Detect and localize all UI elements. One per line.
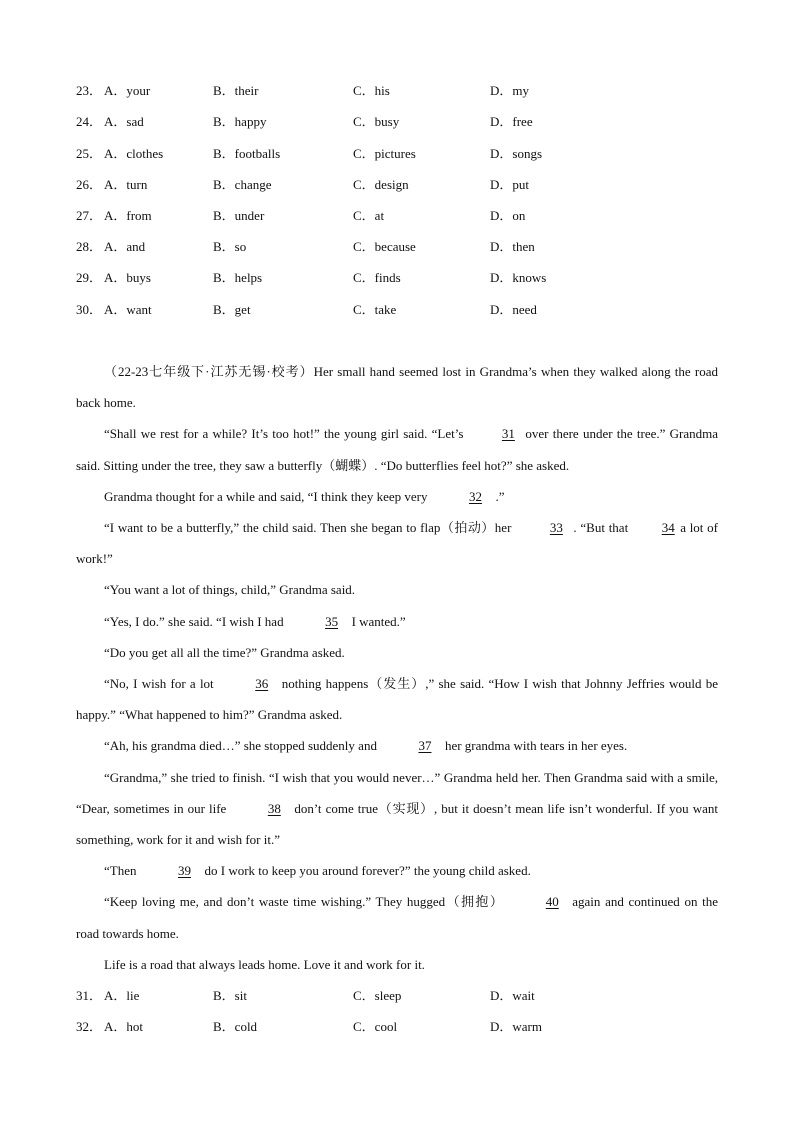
option-c: C．pictures bbox=[353, 146, 416, 161]
option-a: A．want bbox=[104, 302, 152, 317]
source-tag: （22-23七年级下·江苏无锡·校考） bbox=[104, 364, 314, 379]
option-c: C．because bbox=[353, 239, 416, 254]
option-d: D．my bbox=[490, 83, 530, 98]
option-d: D．songs bbox=[490, 146, 543, 161]
option-a: A．lie bbox=[104, 988, 140, 1003]
passage-paragraph: “Then 39 do I work to keep you around forever?” the young child asked. bbox=[76, 855, 718, 886]
option-a: A．turn bbox=[104, 177, 148, 192]
question-number: 32． bbox=[76, 1019, 103, 1034]
option-d: D．knows bbox=[490, 270, 547, 285]
passage-paragraph: Life is a road that always leads home. Love it and work for it. bbox=[104, 956, 425, 972]
option-d: D．then bbox=[490, 239, 535, 254]
question-number: 27． bbox=[76, 208, 103, 223]
blank-32: 32 bbox=[468, 488, 482, 504]
blank-33: 33 bbox=[549, 520, 563, 536]
question-number: 28． bbox=[76, 239, 103, 254]
option-b: B．their bbox=[213, 83, 259, 98]
question-number: 24． bbox=[76, 114, 103, 129]
option-b: B．helps bbox=[213, 270, 263, 285]
option-a: A．from bbox=[104, 208, 152, 223]
option-b: B．so bbox=[213, 239, 247, 254]
option-d: D．free bbox=[490, 114, 533, 129]
blank-38: 38 bbox=[267, 800, 281, 816]
option-c: C．design bbox=[353, 177, 409, 192]
blank-31: 31 bbox=[501, 426, 515, 442]
option-c: C．at bbox=[353, 208, 385, 223]
blank-39: 39 bbox=[177, 863, 191, 879]
passage-paragraph: （22-23七年级下·江苏无锡·校考）Her small hand seemed lost in Grandma’s when they walked along the road back home. bbox=[76, 364, 718, 411]
option-c: C．sleep bbox=[353, 988, 402, 1003]
passage-paragraph: “Do you get all all the time?” Grandma asked. bbox=[104, 644, 345, 660]
passage-paragraph: “Grandma,” she tried to finish. “I wish that you would never…” Grandma held her. Then Grandma said with a smile, “Dear, sometimes in our life 38 don’t come true（实现）, but it doesn’t mean life isn’t wonderful. If you want something, work for it and wish for it.” bbox=[76, 769, 718, 848]
question-number: 29． bbox=[76, 270, 103, 285]
option-d: D．warm bbox=[490, 1019, 542, 1034]
passage-paragraph: “You want a lot of things, child,” Grandma said. bbox=[104, 582, 356, 598]
option-c: C．busy bbox=[353, 114, 400, 129]
question-number: 31． bbox=[76, 988, 103, 1003]
option-c: C．cool bbox=[353, 1019, 398, 1034]
option-d: D．put bbox=[490, 177, 530, 192]
option-a: A．clothes bbox=[104, 146, 164, 161]
option-c: C．finds bbox=[353, 270, 401, 285]
option-c: C．take bbox=[353, 302, 397, 317]
option-a: A．and bbox=[104, 239, 146, 254]
blank-36: 36 bbox=[255, 676, 269, 692]
question-number: 25． bbox=[76, 146, 103, 161]
option-a: A．sad bbox=[104, 114, 144, 129]
option-b: B．cold bbox=[213, 1019, 258, 1034]
option-c: C．his bbox=[353, 83, 390, 98]
option-b: B．change bbox=[213, 177, 272, 192]
blank-40: 40 bbox=[545, 894, 559, 910]
option-d: D．on bbox=[490, 208, 526, 223]
blank-34: 34 bbox=[661, 520, 675, 536]
option-b: B．get bbox=[213, 302, 251, 317]
option-b: B．sit bbox=[213, 988, 247, 1003]
question-number: 30． bbox=[76, 302, 103, 317]
question-number: 26． bbox=[76, 177, 103, 192]
question-number: 23． bbox=[76, 83, 103, 98]
option-a: A．buys bbox=[104, 270, 151, 285]
passage-paragraph: Grandma thought for a while and said, “I think they keep very 32 .” bbox=[76, 481, 718, 512]
cloze-passage bbox=[76, 356, 718, 980]
option-d: D．need bbox=[490, 302, 537, 317]
passage-paragraph: “I want to be a butterfly,” the child said. Then she began to flap（拍动）her 33 . “But that 34 a lot of work!” bbox=[76, 512, 718, 574]
option-a: A．hot bbox=[104, 1019, 144, 1034]
passage-paragraph: “Keep loving me, and don’t waste time wishing.” They hugged（拥抱） 40 again and continued on the road towards home. bbox=[76, 886, 718, 948]
passage-paragraph: “Yes, I do.” she said. “I wish I had 35 I wanted.” bbox=[76, 606, 718, 637]
option-a: A．your bbox=[104, 83, 151, 98]
blank-37: 37 bbox=[418, 738, 432, 754]
option-b: B．under bbox=[213, 208, 265, 223]
option-b: B．footballs bbox=[213, 146, 281, 161]
passage-paragraph: “No, I wish for a lot 36 nothing happens（发生）,” she said. “How I wish that Johnny Jeffries would be happy.” “What happened to him?” Grandma asked. bbox=[76, 668, 718, 730]
blank-35: 35 bbox=[325, 613, 339, 629]
passage-paragraph: “Ah, his grandma died…” she stopped suddenly and 37 her grandma with tears in her eyes. bbox=[76, 730, 718, 761]
option-b: B．happy bbox=[213, 114, 267, 129]
passage-paragraph: “Shall we rest for a while? It’s too hot!” the young girl said. “Let’s 31 over there under the tree.” Grandma said. Sitting under the tree, they saw a butterfly（蝴蝶）. “Do butterflies feel hot?” she asked. bbox=[76, 418, 718, 480]
option-d: D．wait bbox=[490, 988, 535, 1003]
